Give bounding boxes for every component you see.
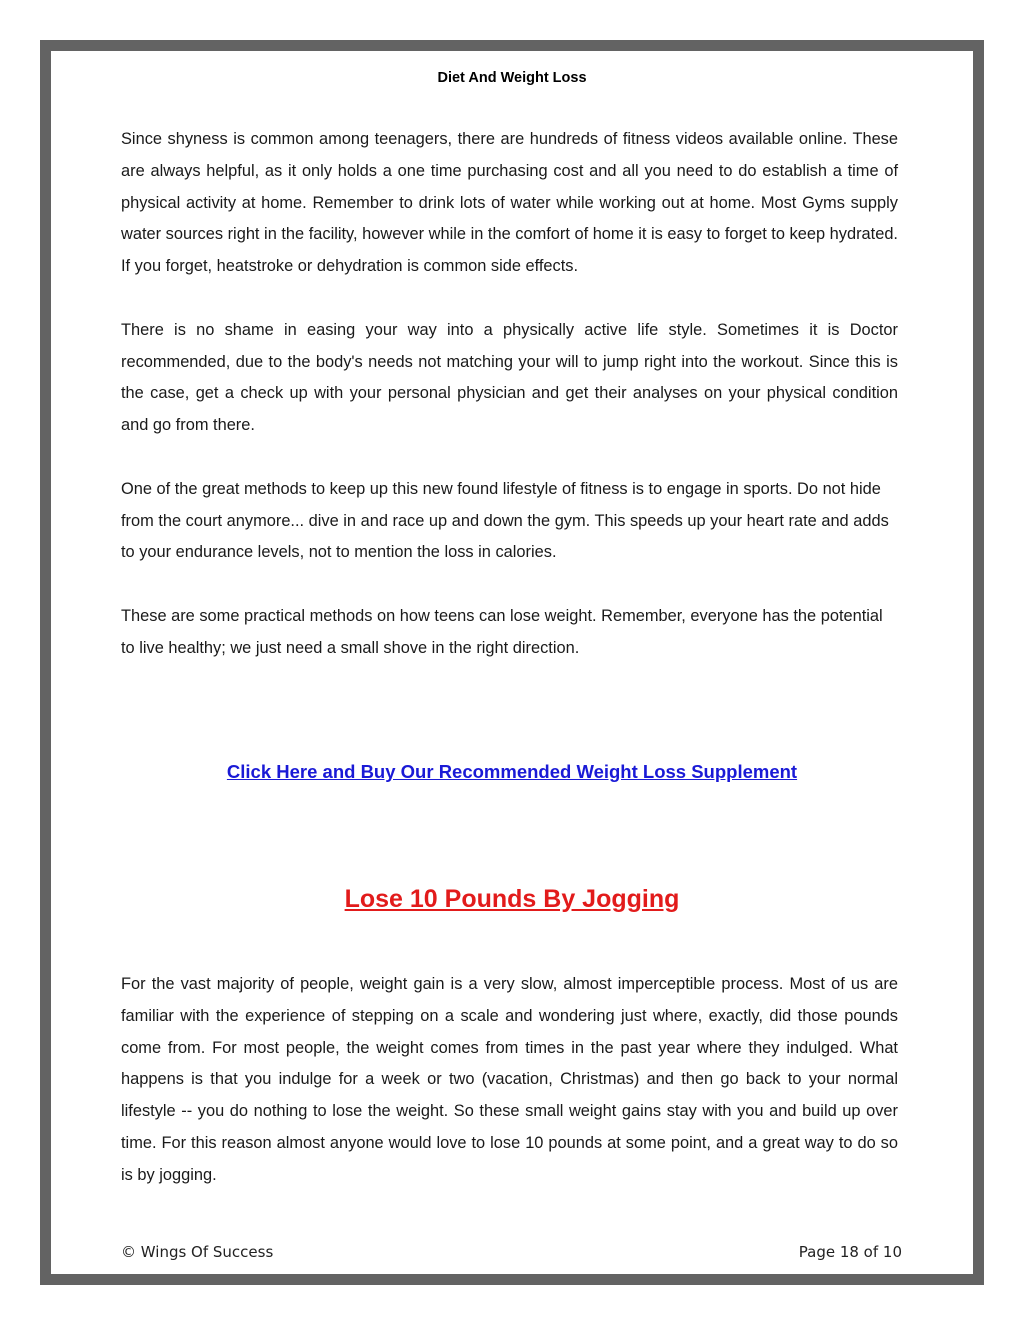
page-frame [40,40,984,1285]
page-footer [121,1243,902,1261]
footer-page-number: Page 18 of 10 [798,1243,902,1261]
section-heading-lose-10-pounds: Lose 10 Pounds By Jogging [344,885,680,913]
paragraph-shyness-fitness-videos: Since shyness is common among teenagers, there are hundreds of fitness videos available online. These are always helpful, as it only holds a one time purchasing cost and all you need to do establish a time of physical activity at home. Remember to drink lots of water while working out at home. Most Gyms supply water sources right in the facility, however while in the comfort of home it is easy to forget to keep hydrated. If you forget, heatstroke or dehydration is common side effects. [121,130,898,276]
paragraph-easing-into-activity: There is no shame in easing your way into a physically active life style. Sometimes it is Doctor recommended, due to the body's needs not matching your will to jump right into the workout. Since this is the case, get a check up with your personal physician and get their analyses on your physical condition and go from there. [121,320,898,435]
supplement-link-row [51,761,973,783]
paragraph-weight-gain-jogging: For the vast majority of people, weight gain is a very slow, almost imperceptible process. Most of us are familiar with the experience of stepping on a scale and wondering just where, exactly, did those pounds come from. For most people, the weight comes from times in the past year where they indulged. What happens is that you indulge for a week or two (vacation, Christmas) and then go back to your normal lifestyle -- you do nothing to lose the weight. So these small weight gains stay with you and build up over time. For this reason almost anyone would love to lose 10 pounds at some point, and a great way to do so is by jogging. [121,975,898,1184]
paragraph-engage-in-sports: One of the great methods to keep up this new found lifestyle of fitness is to engage in sports. Do not hide from the court anymore... dive in and race up and down the gym. This speeds up your heart rate and adds to your endurance levels, not to mention the loss in calories. [121,479,889,562]
article-body [121,124,898,665]
section-body [121,969,898,1192]
page-header-title: Diet And Weight Loss [437,70,587,86]
footer-copyright: © Wings Of Success [121,1243,274,1261]
paragraph-practical-methods: These are some practical methods on how teens can lose weight. Remember, everyone has the potential to live healthy; we just need a small shove in the right direction. [121,606,883,657]
buy-supplement-link[interactable]: Click Here and Buy Our Recommended Weight Loss Supplement [226,761,798,782]
